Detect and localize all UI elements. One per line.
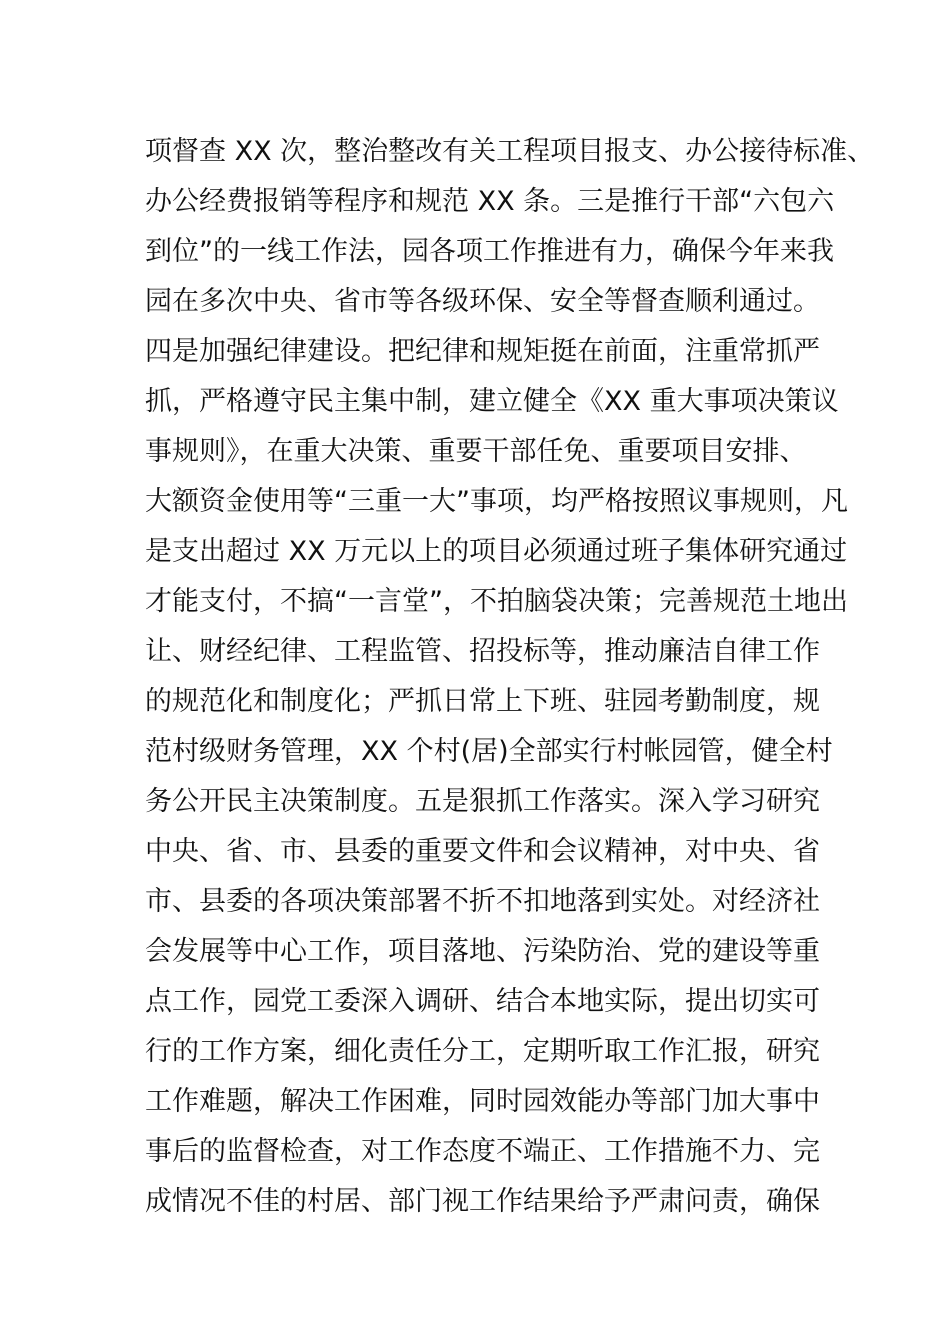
text-line: 成情况不佳的村居、部门视工作结果给予严肃问责，确保 (145, 1186, 820, 1217)
text-line: 让、财经纪律、工程监管、招投标等，推动廉洁自律工作 (145, 636, 820, 667)
body-text (145, 127, 875, 1227)
text-line: 务公开民主决策制度。五是狠抓工作落实。深入学习研究 (145, 786, 820, 817)
text-line: 范村级财务管理，XX 个村(居)全部实行村帐园管，健全村 (145, 736, 833, 767)
text-line: 办公经费报销等程序和规范 XX 条。三是推行干部“六包六 (145, 186, 835, 217)
text-line: 工作难题，解决工作困难，同时园效能办等部门加大事中 (145, 1086, 820, 1117)
text-line: 是支出超过 XX 万元以上的项目必须通过班子集体研究通过 (145, 536, 848, 567)
text-line: 的规范化和制度化；严抓日常上下班、驻园考勤制度，规 (145, 686, 820, 717)
text-line: 园在多次中央、省市等各级环保、安全等督查顺利通过。 (145, 286, 820, 317)
text-line: 点工作，园党工委深入调研、结合本地实际，提出切实可 (145, 986, 820, 1017)
text-line: 项督查 XX 次，整治整改有关工程项目报支、办公接待标准、 (145, 136, 875, 167)
text-line: 会发展等中心工作，项目落地、污染防治、党的建设等重 (145, 936, 820, 967)
text-line: 中央、省、市、县委的重要文件和会议精神，对中央、省 (145, 836, 820, 867)
text-line: 才能支付，不搞“一言堂”，不拍脑袋决策；完善规范土地出 (145, 586, 848, 617)
text-line: 市、县委的各项决策部署不折不扣地落到实处。对经济社 (145, 886, 820, 917)
text-line: 事规则》，在重大决策、重要干部任免、重要项目安排、 (145, 436, 807, 467)
text-line: 大额资金使用等“三重一大”事项，均严格按照议事规则，凡 (145, 486, 848, 517)
text-line: 抓，严格遵守民主集中制，建立健全《XX 重大事项决策议 (145, 386, 839, 417)
text-line: 事后的监督检查，对工作态度不端正、工作措施不力、完 (145, 1136, 820, 1167)
text-line: 行的工作方案，细化责任分工，定期听取工作汇报，研究 (145, 1036, 820, 1067)
text-line: 到位”的一线工作法，园各项工作推进有力，确保今年来我 (145, 236, 834, 267)
text-line: 四是加强纪律建设。把纪律和规矩挺在前面，注重常抓严 (145, 336, 820, 367)
